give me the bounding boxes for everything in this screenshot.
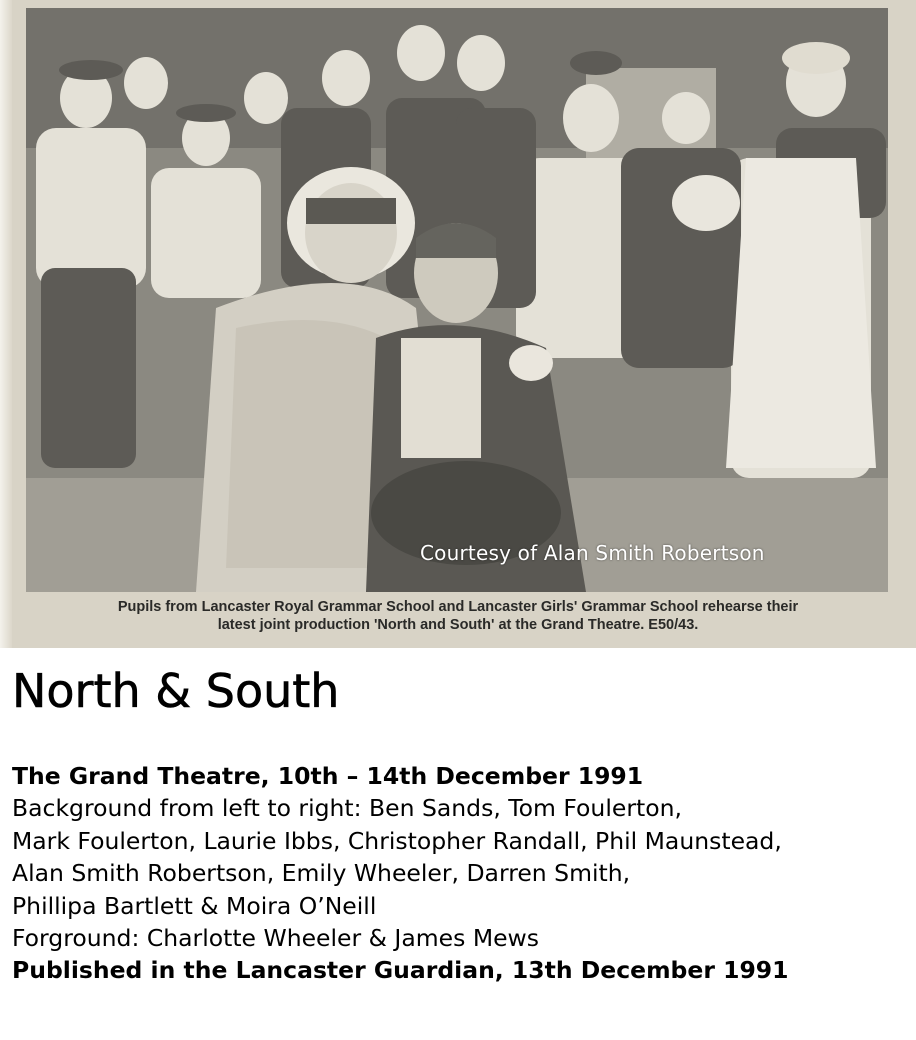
background-cast-line: Background from left to right: Ben Sands, Tom Foulerton, [12, 794, 682, 823]
caption-line: latest joint production 'North and South' at the Grand Theatre. E50/43. [217, 617, 699, 633]
cast-photo [26, 8, 888, 592]
venue-dates: The Grand Theatre, 10th – 14th December 1991 [12, 762, 644, 790]
page-title: North & South [12, 664, 340, 718]
production-details [12, 760, 912, 987]
photo-credit: Courtesy of Alan Smith Robertson [420, 541, 765, 565]
foreground-cast: Forground: Charlotte Wheeler & James Mews [12, 924, 540, 953]
background-cast-line: Mark Foulerton, Laurie Ibbs, Christopher Randall, Phil Maunstead, [12, 826, 782, 855]
background-cast-line: Alan Smith Robertson, Emily Wheeler, Darren Smith, [12, 859, 631, 888]
clipping-edge [0, 0, 12, 648]
cast-photo-illustration [26, 8, 888, 592]
caption-line: Pupils from Lancaster Royal Grammar School and Lancaster Girls' Grammar School rehearse their [117, 599, 799, 615]
clipping-caption [20, 598, 896, 634]
publication-note: Published in the Lancaster Guardian, 13th December 1991 [12, 956, 789, 985]
background-cast-line: Phillipa Bartlett & Moira O’Neill [12, 891, 377, 920]
